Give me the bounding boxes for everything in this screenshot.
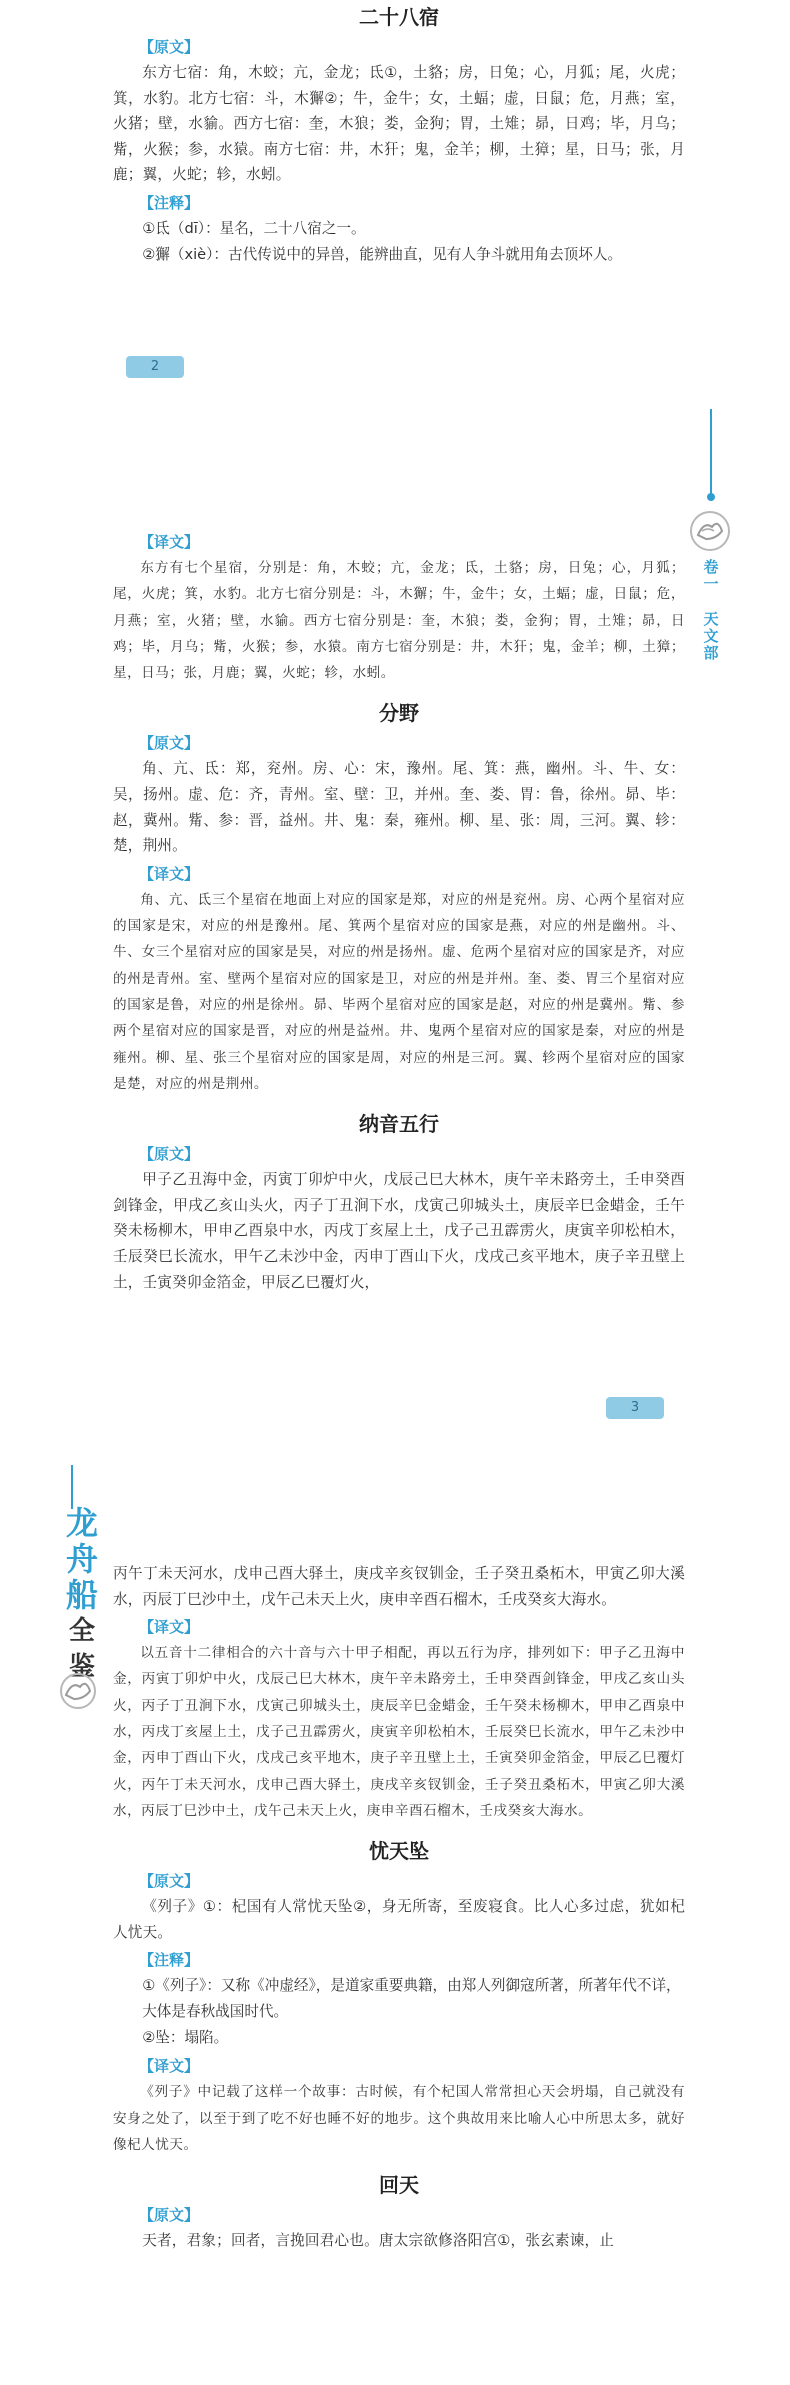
side-section-label: 天文部 — [703, 610, 719, 662]
yiwen-label: 【译文】 — [139, 1618, 200, 1637]
note-1: ①《列子》：又称《冲虚经》，是道家重要典籍，由郑人列御寇所著，所著年代不详，大体是春秋战国时代。 — [142, 1977, 681, 2021]
yuanwen-label: 【原文】 — [139, 1872, 200, 1891]
page-number: 2 — [126, 356, 184, 378]
yiwen-label: 【译文】 — [139, 533, 200, 551]
yuanwen-label: 【原文】 — [139, 1145, 200, 1164]
section-title: 纳音五行 — [359, 1112, 439, 1137]
section-title: 忧天坠 — [369, 1839, 429, 1864]
page-1-content — [113, 2, 685, 268]
section-title: 二十八宿 — [359, 5, 439, 29]
page-3-content — [113, 1561, 685, 2254]
section-title: 分野 — [379, 701, 419, 726]
side-dot — [707, 493, 715, 501]
translation-text: 角、亢、氐三个星宿在地面上对应的国家是郑，对应的州是兖州。房、心两个星宿对应的国家是宋，对应的州是豫州。尾、箕两个星宿对应的国家是燕，对应的州是幽州。斗、牛、女三个星宿对应的国家是吴，对应的州是扬州。虚、危两个星宿对应的国家是齐，对应的州是青州。室、壁两个星宿对应的国家是卫，对应的州是并州。奎、娄、胃三个星宿对应的国家是鲁，对应的州是徐州。昴、毕两个星宿对应的国家是赵，对应的州是冀州。觜、参两个星宿对应的国家是晋，对应的州是益州。井、鬼两个星宿对应的国家是秦，对应的州是雍州。柳、星、张三个星宿对应的国家是周，对应的州是三河。翼、轸两个星宿对应的国家是楚，对应的州是荆州。 — [113, 891, 685, 1092]
translation-text: 以五音十二律相合的六十音与六十甲子相配，再以五行为序，排列如下：甲子乙丑海中金，丙寅丁卯炉中火，戊辰己巳大林木，庚午辛未路旁土，壬申癸酉剑锋金，甲戌乙亥山头火，丙子丁丑涧下水，戊寅己卯城头土，庚辰辛巳金蜡金，壬午癸未杨柳木，甲申乙酉泉中水，丙戌丁亥屋上土，戊子己丑霹雳火，庚寅辛卯松柏木，壬辰癸巳长流水，甲午乙未沙中金，丙申丁酉山下火，戊戌己亥平地木，庚子辛丑壁上土，壬寅癸卯金箔金，甲辰乙巳覆灯火，丙午丁未天河水，戊申己酉大驿土，庚戌辛亥钗钏金，壬子癸丑桑柘木，甲寅乙卯大溪水，丙辰丁巳沙中土，戊午己未天上火，庚申辛酉石榴木，壬戌癸亥大海水。 — [113, 1645, 685, 1819]
side-rule — [71, 1465, 73, 1509]
page-3 — [0, 1465, 790, 2385]
yuanwen-label: 【原文】 — [139, 38, 200, 56]
original-text: 《列子》①：杞国有人常忧天坠②，身无所寄，至废寝食。比人心多过虑，犹如杞人忧天。 — [113, 1898, 685, 1941]
original-text: 角、亢、氐：郑，兖州。房、心：宋，豫州。尾、箕：燕，幽州。斗、牛、女：吴，扬州。虚、危：齐，青州。室、壁：卫，并州。奎、娄、胃：鲁，徐州。昴、毕：赵，冀州。觜、参：晋，益州。井、鬼：秦，雍州。柳、星、张：周，三河。翼、轸：楚，荆州。 — [113, 760, 685, 855]
brand-char: 舟 — [65, 1540, 98, 1578]
yiwen-label: 【译文】 — [139, 2057, 200, 2076]
yuanwen-label: 【原文】 — [139, 2206, 200, 2225]
original-text-continued: 丙午丁未天河水，戊申己酉大驿土，庚戌辛亥钗钏金，壬子癸丑桑柘木，甲寅乙卯大溪水，丙辰丁巳沙中土，戊午己未天上火，庚申辛酉石榴木，壬戌癸亥大海水。 — [113, 1565, 685, 1608]
translation-text: 《列子》中记载了这样一个故事：古时候，有个杞国人常常担心天会坍塌，自己就没有安身之处了，以至于到了吃不好也睡不好的地步。这个典故用来比喻人心中所思太多，就好像杞人忧天。 — [113, 2084, 685, 2154]
cloud-emblem-icon — [58, 1671, 98, 1711]
page-1 — [0, 0, 790, 385]
page-2-content — [113, 527, 685, 1295]
page-2 — [0, 385, 790, 1465]
zhushi-label: 【注释】 — [139, 1951, 200, 1970]
brand-subtitle: 全鉴 — [68, 1616, 95, 1682]
yiwen-label: 【译文】 — [139, 864, 200, 883]
zhushi-label: 【注释】 — [139, 193, 200, 212]
yuanwen-label: 【原文】 — [139, 734, 200, 753]
original-text: 天者，君象；回者，言挽回君心也。唐太宗欲修洛阳宫①，张玄素谏，止 — [142, 2232, 615, 2250]
note-2: ②獬（xiè）：古代传说中的异兽，能辨曲直，见有人争斗就用角去顶坏人。 — [142, 245, 623, 263]
brand-char: 龙 — [65, 1504, 98, 1542]
brand-char: 船 — [65, 1576, 98, 1614]
note-2: ②坠：塌陷。 — [142, 2029, 229, 2047]
original-text: 东方七宿：角，木蛟；亢，金龙；氐①，土貉；房，日兔；心，月狐；尾，火虎；箕，水豹。北方七宿：斗，木獬②；牛，金牛；女，土蝠；虚，日鼠；危，月燕；室，火猪；壁，水貐。西方七宿：奎，木狼；娄，金狗；胃，土雉；昴，日鸡；毕，月乌；觜，火猴；参，水猿。南方七宿：井，木犴；鬼，金羊；柳，土獐；星，日马；张，月鹿；翼，火蛇；轸，水蚓。 — [113, 64, 685, 184]
page-number: 3 — [606, 1397, 664, 1419]
translation-text: 东方有七个星宿，分别是：角，木蛟；亢，金龙；氐，土貉；房，日兔；心，月狐；尾，火虎；箕，水豹。北方七宿分别是：斗，木獬；牛，金牛；女，土蝠；虚，日鼠；危，月燕；室，火猪；壁，水貐。西方七宿分别是：奎，木狼；娄，金狗；胃，土雉；昴，日鸡；毕，月乌；觜，火猴；参，水猿。南方七宿分别是：井，木犴；鬼，金羊；柳，土獐；星，日马；张，月鹿；翼，火蛇；轸，水蚓。 — [113, 560, 685, 682]
note-1: ①氐（dī）：星名，二十八宿之一。 — [142, 219, 366, 237]
cloud-emblem-icon — [688, 509, 732, 553]
book-logo — [60, 1505, 104, 1685]
section-title: 回天 — [379, 2173, 419, 2198]
side-rule — [710, 409, 712, 495]
side-volume-label: 卷一 — [703, 558, 719, 593]
original-text: 甲子乙丑海中金，丙寅丁卯炉中火，戊辰己巳大林木，庚午辛未路旁土，壬申癸酉剑锋金，甲戌乙亥山头火，丙子丁丑涧下水，戊寅己卯城头土，庚辰辛巳金蜡金，壬午癸未杨柳木，甲申乙酉泉中水，丙戌丁亥屋上土，戊子己丑霹雳火，庚寅辛卯松柏木，壬辰癸巳长流水，甲午乙未沙中金，丙申丁酉山下火，戊戌己亥平地木，庚子辛丑壁上土，壬寅癸卯金箔金，甲辰乙巳覆灯火， — [113, 1171, 685, 1291]
